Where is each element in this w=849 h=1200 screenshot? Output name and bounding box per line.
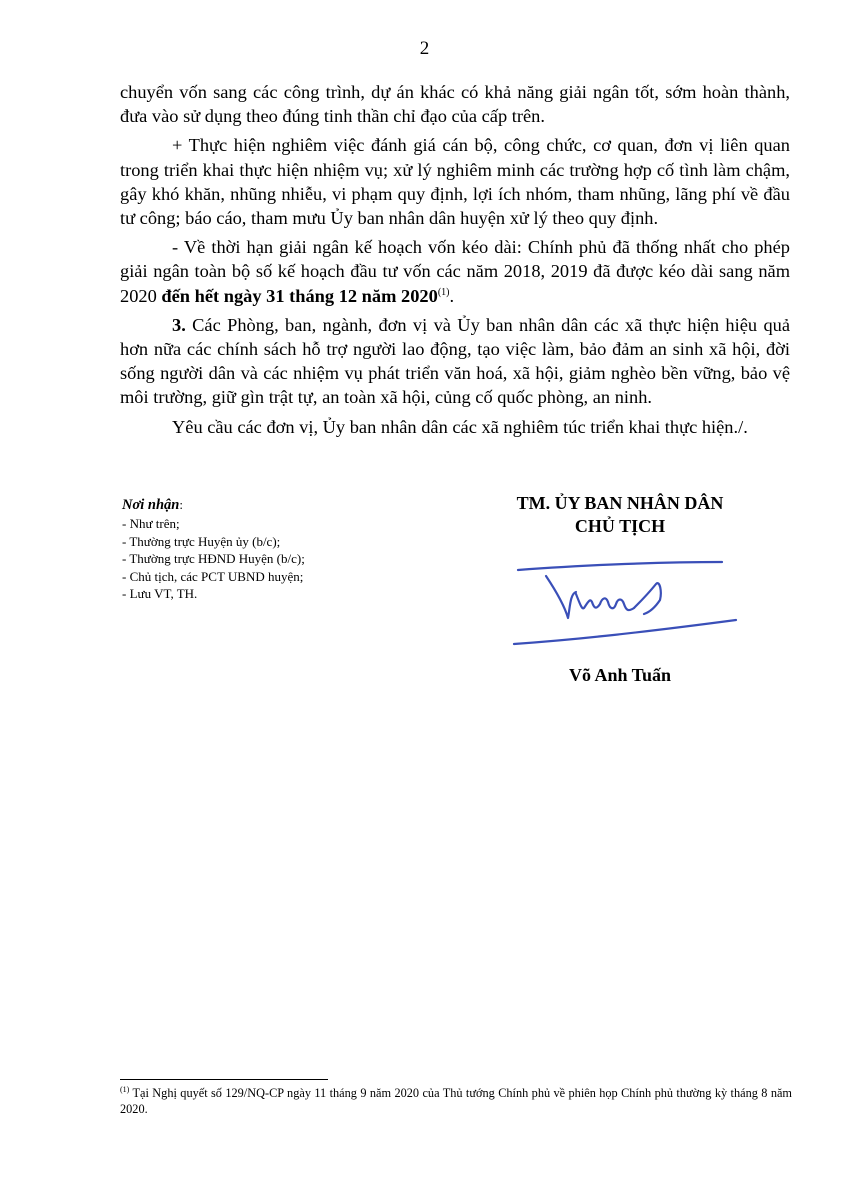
footnote-divider xyxy=(120,1079,328,1080)
item-3-text: Các Phòng, ban, ngành, đơn vị và Ủy ban nhân dân các xã thực hiện hiệu quả hơn nữa các chính sách hỗ trợ người lao động, tạo việc làm, bảo đảm an sinh xã hội, đời sống người dân và các nhiệm vụ phát triển văn hoá, xã hội, giảm nghèo bền vững, bảo vệ môi trường, giữ gìn trật tự, an toàn xã hội, củng cố quốc phòng, an ninh. xyxy=(120,314,790,408)
signer-name: Võ Anh Tuấn xyxy=(568,665,672,685)
handwritten-signature xyxy=(510,558,740,658)
footnote xyxy=(120,1085,792,1117)
paragraph-continuation: chuyển vốn sang các công trình, dự án khác có khả năng giải ngân tốt, sớm hoàn thành, đưa vào sử dụng theo đúng tinh thần chỉ đạo của cấp trên. xyxy=(120,82,790,127)
deadline-period: . xyxy=(449,285,455,306)
paragraph-disbursement-deadline xyxy=(120,235,790,308)
recipient-item: - Chủ tịch, các PCT UBND huyện; xyxy=(122,568,304,584)
signature-title-line1: TM. ỦY BAN NHÂN DÂN xyxy=(516,493,724,513)
deadline-text: - Về thời hạn giải ngân kế hoạch vốn kéo dài: Chính phủ đã thống nhất cho phép giải ngân toàn bộ số kế hoạch đầu tư vốn các năm 2018, 2019 đã được kéo dài sang năm 2020 xyxy=(120,237,790,306)
recipient-item: - Như trên; xyxy=(122,516,180,531)
recipients-list xyxy=(122,515,422,603)
footnote-text: Tại Nghị quyết số 129/NQ-CP ngày 11 tháng 9 năm 2020 của Thủ tướng Chính phủ về phiên họp Chính phủ thường kỳ tháng 8 năm 2020. xyxy=(120,1086,792,1116)
signature-title-line2: CHỦ TỊCH xyxy=(574,516,666,536)
recipients-block xyxy=(122,496,422,603)
recipients-heading-label: Nơi nhận xyxy=(122,497,180,513)
signature-title-block xyxy=(480,492,760,538)
footnote-reference[interactable]: (1) xyxy=(437,286,450,298)
paragraph-item-3 xyxy=(120,313,790,410)
recipients-heading xyxy=(122,496,422,515)
recipients-heading-colon: : xyxy=(179,497,183,512)
deadline-date: đến hết ngày 31 tháng 12 năm 2020 xyxy=(161,285,438,306)
recipient-item: - Thường trực HĐND Huyện (b/c); xyxy=(122,551,305,567)
paragraph-evaluation: + Thực hiện nghiêm việc đánh giá cán bộ, công chức, cơ quan, đơn vị liên quan trong triển khai thực hiện nhiệm vụ; xử lý nghiêm minh các trường hợp cố tình làm chậm, gây khó khăn, nhũng nhiễu, vi phạm quy định, lợi ích nhóm, tham nhũng, lãng phí về đầu tư công; báo cáo, tham mưu Ủy ban nhân dân huyện xử lý theo quy định. xyxy=(120,135,790,229)
paragraph-closing: Yêu cầu các đơn vị, Ủy ban nhân dân các xã nghiêm túc triển khai thực hiện./. xyxy=(172,416,748,437)
document-body xyxy=(120,80,790,444)
page-number: 2 xyxy=(419,38,430,59)
footnote-marker: (1) xyxy=(120,1084,130,1094)
recipient-item: - Lưu VT, TH. xyxy=(122,586,198,602)
recipient-item: - Thường trực Huyện ủy (b/c); xyxy=(122,533,281,549)
item-number: 3. xyxy=(172,314,186,335)
